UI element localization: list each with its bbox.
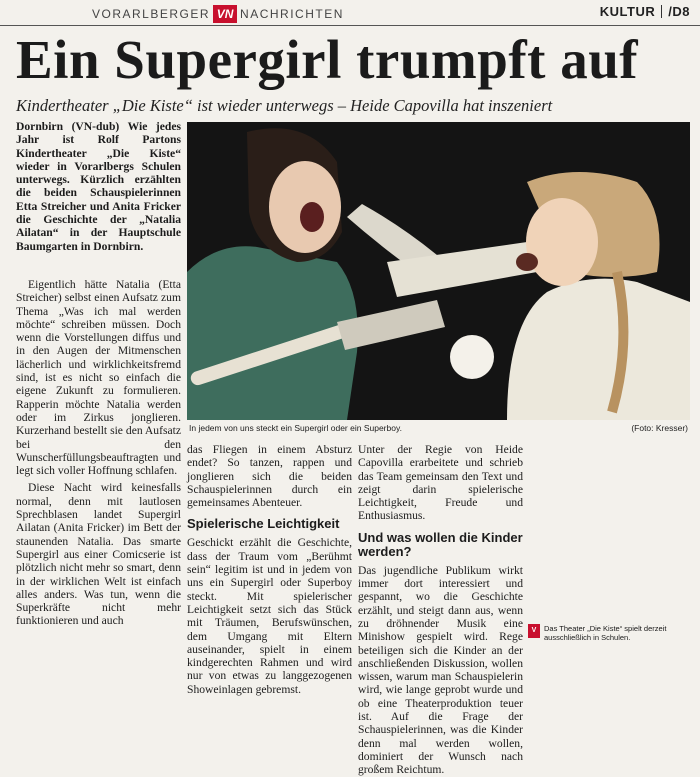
masthead-right: NACHRICHTEN [240,7,344,21]
photo-caption: In jedem von uns steckt ein Supergirl oder ein Superboy. [189,423,402,433]
article-intro [16,120,181,253]
footnote [528,624,693,642]
intro-paragraph: Dornbirn (VN-dub) Wie jedes Jahr ist Rolf Partons Kindertheater „Die Kiste“ wieder in Vorarlbergs Schulen unterwegs. Kürzlich erzählten die beiden Schauspielerinnen Etta Streicher und Anita Fricker die Geschichte der „Natalia Ailatan“ in der Hauptschule Baumgarten in Dornbirn. [16,120,181,253]
vn-mini-logo: V [528,624,540,638]
column-2 [187,443,352,696]
performers-photo-illustration [187,122,690,420]
article-headline: Ein Supergirl trumpft auf [16,29,639,90]
body-paragraph: Eigentlich hätte Natalia (Etta Streicher) selbst einen Aufsatz zum Thema „Was ich mal werden möchte“ schreiben müssen. Doch wenn die Vorstellungen diffus und in den Augen der Mitmenschen lächerlich und wirklichkeitsfremd sind, ist es nicht so einfach die eigene Zukunft zu formulieren. Rapperin möchte Natalia werden oder im Zirkus jonglieren. Kurzerhand bestellt sie den Aufsatz bei den Wunscherfüllungsbeauftragten und legt sich voller Hoffnung schlafen. [16,278,181,478]
article-subhead: Kindertheater „Die Kiste“ ist wieder unterwegs – Heide Capovilla hat inszeniert [16,96,553,115]
body-paragraph: Geschickt erzählt die Geschichte, dass der Traum vom „Berühmt sein“ legitim ist und in jedem von uns ein Supergirl oder Superboy steckt. Mit spielerischer Leichtigkeit setzt sich das Stück mit Träumen, Berufswünschen, dem Umgang mit Eltern auseinander, spielt in einem kindgerechten Rahmen und wird nur von etwas zu langgezogenen Showeinlagen gebremst. [187,536,352,696]
article-photo [187,122,690,420]
newspaper-masthead [92,5,344,23]
footnote-text: Das Theater „Die Kiste“ spielt derzeit ausschließlich in Schulen. [544,624,667,642]
photo-credit: (Foto: Kresser) [631,423,688,433]
page-number: /D8 [668,4,690,19]
body-paragraph: Das jugendliche Publikum wirkt immer dort interessiert und gespannt, wo die Geschichte erzählt, und steigt dann aus, wenn zu dröhnender Musik eine Minishow gespielt wird. Rege beteiligen sich die Kinder an der anschließenden Diskussion, wollen wissen, warum man Schauspielerin wird, wie lange geprobt wurde und ob eine Theaterproduktion teuer ist. Auf die Frage der Schauspielerinnen, was die Kinder denn mal werden wollen, dominiert der Wunsch nach großem Reichtum. [358,563,523,777]
page-header [0,0,700,26]
section-name: KULTUR [599,4,656,19]
subheading-kinder: Und was wollen die Kinder werden? [358,529,523,559]
body-paragraph: Diese Nacht wird keinesfalls normal, denn mit lautlosen Sprechblasen landet Supergirl Ailatan (Anita Fricker) im Bett der staunenden Natalia. Das smarte Supergirl aus einer Comicserie ist plötzlich nicht mehr so smart, denn in der wirklichen Welt ist einfach alles anders. Was tun, wenn die Superkräfte nicht mehr funktionieren und auch [16,481,181,628]
masthead-left: VORARLBERGER [92,7,211,21]
body-paragraph: das Fliegen in einem Absturz endet? So tanzen, rappen und jonglieren sich die beiden Schauspielerinnen durch ein gemeinsames Abenteuer. [187,443,352,510]
vn-logo: VN [213,5,237,23]
subheading-leichtigkeit: Spielerische Leichtigkeit [187,516,340,532]
column-1 [16,278,181,628]
body-paragraph: Unter der Regie von Heide Capovilla erarbeitete und schrieb das Team gemeinsam den Text und zeigt darin spielerische Leichtigkeit, Freude und Enthusiasmus. [358,443,523,523]
column-3 [358,443,523,777]
section-label [600,4,690,19]
photo-caption-bar [187,420,690,436]
